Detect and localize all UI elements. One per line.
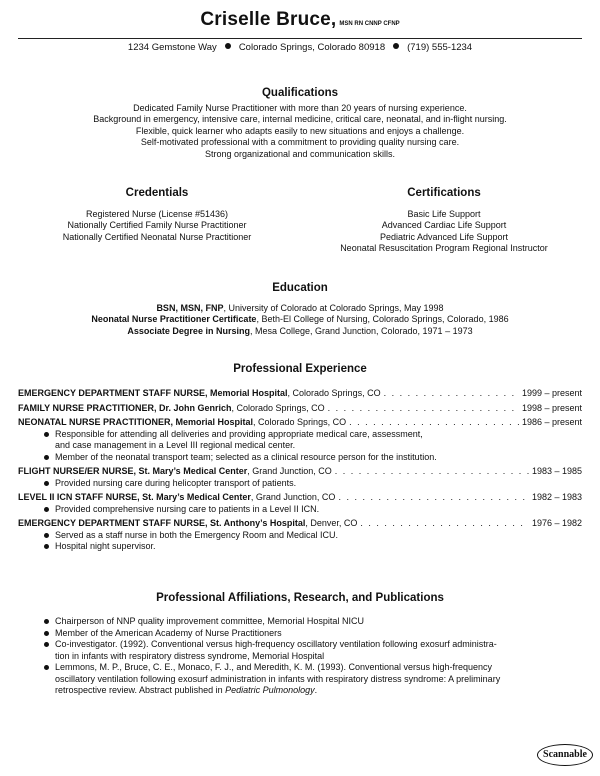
- dot-leader: [384, 388, 519, 400]
- applicant-credentials: MSN RN CNNP CFNP: [339, 21, 400, 27]
- qualification-line: Background in emergency, intensive care, internal medicine, critical care, neonatal, and in-flight nursing.: [93, 114, 507, 124]
- education-entry: [18, 303, 582, 315]
- job-dates: 1998 – present: [521, 402, 582, 413]
- experience-heading: Professional Experience: [233, 363, 367, 375]
- job-location: , Grand Junction, CO: [250, 492, 336, 502]
- job-entry: [18, 518, 582, 553]
- certifications-section: [306, 188, 582, 255]
- education-detail: , Mesa College, Grand Junction, Colorado, 1971 – 1973: [249, 325, 473, 336]
- job-bullet: Served as a staff nurse in both the Emergency Room and Medical ICU.: [44, 530, 582, 542]
- job-dates: 1983 – 1985: [531, 466, 582, 476]
- qualification-line: Strong organizational and communication skills.: [204, 148, 396, 159]
- certification-item: Neonatal Resuscitation Program Regional Instructor: [340, 243, 548, 253]
- affiliation-item: Lemmons, M. P., Bruce, C. E., Monaco, F. J., and Meredith, K. M. (1993). Conventional versus high-frequency oscillatory ventilation following exosurf administration in infants with respiratory distress syndrome: A preliminary retrospective review. Abstract published in Pediatric Pulmonology.: [44, 662, 582, 697]
- education-degree: Neonatal Nurse Practitioner Certificate: [91, 314, 257, 324]
- job-title: EMERGENCY DEPARTMENT STAFF NURSE, St. Anthony’s Hospital: [18, 518, 306, 528]
- job-entry: [18, 403, 582, 415]
- job-bullets: [18, 478, 582, 490]
- job-bullets: [18, 429, 582, 464]
- applicant-name: Criselle Bruce,: [200, 9, 337, 30]
- contact-address: 1234 Gemstone Way: [127, 42, 217, 53]
- job-bullets: [18, 504, 582, 516]
- dot-leader: [349, 417, 519, 429]
- credential-item: Registered Nurse (License #51436): [85, 208, 229, 219]
- affiliation-item: Chairperson of NNP quality improvement committee, Memorial Hospital NICU: [44, 616, 582, 628]
- journal-title: Pediatric Pulmonology: [225, 685, 315, 695]
- job-entry: [18, 417, 582, 463]
- credential-item: Nationally Certified Neonatal Nurse Practitioner: [62, 231, 252, 242]
- job-bullet: Provided comprehensive nursing care to patients in a Level II ICN.: [44, 504, 582, 516]
- qualification-line: Flexible, quick learner who adapts easily to new situations and enjoys a challenge.: [135, 125, 465, 136]
- job-title: NEONATAL NURSE PRACTITIONER, Memorial Hospital: [18, 417, 254, 427]
- job-dates: 1999 – present: [521, 388, 582, 398]
- affiliations-section: [18, 616, 582, 697]
- credential-item: Nationally Certified Family Nurse Practitioner: [67, 220, 247, 230]
- education-entry: [18, 314, 582, 326]
- bullet-separator-icon: [393, 43, 399, 49]
- dot-leader: [335, 466, 529, 478]
- credentials-heading: Credentials: [125, 187, 189, 199]
- qualifications-section: [18, 88, 582, 160]
- dot-leader: [338, 492, 529, 504]
- qualification-line: Dedicated Family Nurse Practitioner with more than 20 years of nursing experience.: [133, 102, 467, 113]
- job-location: , Grand Junction, CO: [247, 466, 332, 476]
- certification-item: Basic Life Support: [407, 208, 481, 219]
- job-bullet: Provided nursing care during helicopter transport of patients.: [44, 478, 582, 490]
- scannable-badge: Scannable: [537, 744, 593, 766]
- affiliation-item: Member of the American Academy of Nurse Practitioners: [44, 628, 582, 640]
- job-dates: 1976 – 1982: [531, 518, 582, 528]
- education-section: [18, 283, 582, 337]
- dot-leader: [328, 403, 519, 415]
- job-title: FLIGHT NURSE/ER NURSE, St. Mary’s Medical Center: [18, 466, 248, 476]
- affiliations-heading: Professional Affiliations, Research, and Publications: [156, 592, 444, 604]
- job-title: EMERGENCY DEPARTMENT STAFF NURSE, Memorial Hospital: [18, 388, 288, 398]
- education-degree: Associate Degree in Nursing: [127, 325, 250, 336]
- experience-section: [18, 388, 582, 556]
- job-location: , Denver, CO: [305, 518, 358, 528]
- qualification-line: Self-motivated professional with a commitment to providing quality nursing care.: [140, 137, 460, 147]
- dot-leader: [360, 518, 529, 530]
- education-heading: Education: [272, 282, 328, 294]
- education-detail: , Beth-El College of Nursing, Colorado Springs, Colorado, 1986: [256, 314, 509, 324]
- certification-item: Pediatric Advanced Life Support: [379, 231, 509, 242]
- job-entry: [18, 388, 582, 400]
- job-entry: [18, 492, 582, 515]
- bullet-separator-icon: [225, 43, 231, 49]
- job-title: FAMILY NURSE PRACTITIONER, Dr. John Genrich: [18, 402, 232, 413]
- education-entry: [18, 326, 582, 338]
- education-degree: BSN, MSN, FNP: [156, 302, 224, 313]
- certification-item: Advanced Cardiac Life Support: [381, 220, 507, 230]
- job-location: , Colorado Springs, CO: [287, 388, 381, 398]
- job-dates: 1986 – present: [521, 417, 582, 427]
- resume-header: [0, 9, 600, 31]
- certifications-heading: Certifications: [407, 187, 481, 199]
- contact-phone: (719) 555-1234: [407, 42, 473, 53]
- job-title: LEVEL II ICN STAFF NURSE, St. Mary’s Medical Center: [18, 492, 251, 502]
- job-location: , Colorado Springs, CO: [231, 402, 325, 413]
- header-divider: [18, 38, 582, 39]
- job-bullet: Hospital night supervisor.: [44, 541, 582, 553]
- affiliation-item: Co-investigator. (1992). Conventional versus high-frequency oscillatory ventilation following exosurf administra- tion in infants with respiratory distress syndrome, Memorial Hospital: [44, 639, 582, 662]
- job-entry: [18, 466, 582, 489]
- contact-city: Colorado Springs, Colorado 80918: [238, 42, 386, 53]
- education-detail: , University of Colorado at Colorado Springs, May 1998: [223, 302, 444, 313]
- job-bullet: Member of the neonatal transport team; selected as a clinical resource person for the institution.: [44, 452, 582, 464]
- credentials-certifications: [18, 188, 582, 258]
- job-bullet: Responsible for attending all deliveries and providing appropriate medical care, assessment, and case management in a Level III regional medical center.: [44, 429, 582, 452]
- job-location: , Colorado Springs, CO: [253, 417, 347, 427]
- job-bullets: [18, 530, 582, 553]
- credentials-section: [18, 188, 296, 243]
- qualifications-heading: Qualifications: [261, 87, 339, 99]
- affiliation-list: [18, 616, 582, 697]
- job-dates: 1982 – 1983: [531, 492, 582, 502]
- contact-line: [0, 42, 600, 54]
